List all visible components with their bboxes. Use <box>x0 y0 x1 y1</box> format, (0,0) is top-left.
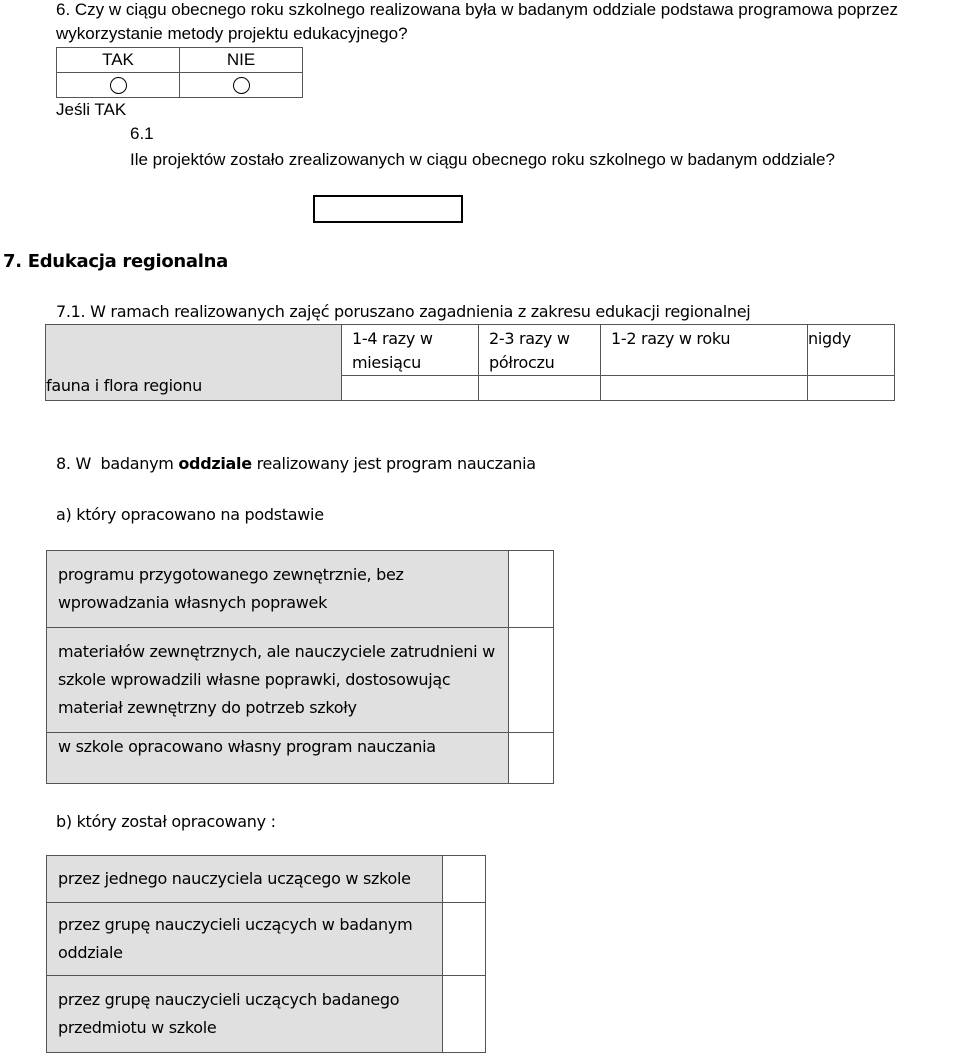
section-7-heading: 7. Edukacja regionalna <box>3 251 228 272</box>
col-header-1: 1-4 razy w miesiącu <box>342 325 479 376</box>
option-a-3: w szkole opracowano własny program nauczania <box>47 733 509 784</box>
yes-no-table <box>56 47 303 98</box>
row-label-cell <box>46 325 342 401</box>
sub-question-number: 6.1 <box>130 124 154 143</box>
question-8-text <box>56 450 536 478</box>
tak-radio[interactable] <box>110 77 127 94</box>
part-b-options <box>46 855 486 1053</box>
part-b-label: b) który został opracowany : <box>56 812 276 831</box>
tak-header: TAK <box>57 48 180 73</box>
option-a-2: materiałów zewnętrznych, ale nauczyciele zatrudnieni w szkole wprowadzili własne poprawki, dostosowując materiał zewnętrzny do potrzeb szkoły <box>47 628 509 733</box>
tak-cell <box>57 73 180 98</box>
answer-cell-2[interactable] <box>479 376 601 401</box>
option-a-3-checkbox[interactable] <box>509 733 554 784</box>
nie-radio[interactable] <box>233 77 250 94</box>
question-8-bold: oddziale <box>178 454 252 473</box>
question-7-1-text: 7.1. W ramach realizowanych zajęć poruszano zagadnienia z zakresu edukacji regionalnej <box>56 302 751 321</box>
option-a-1-checkbox[interactable] <box>509 551 554 628</box>
question-8-prefix: 8. W badanym <box>56 454 179 473</box>
sub-question-text: Ile projektów zostało zrealizowanych w ciągu obecnego roku szkolnego w badanym oddziale? <box>130 150 835 169</box>
option-b-1-checkbox[interactable] <box>443 856 486 903</box>
option-b-1: przez jednego nauczyciela uczącego w szkole <box>47 856 443 903</box>
answer-cell-3[interactable] <box>601 376 808 401</box>
col-header-3: 1-2 razy w roku <box>601 325 808 376</box>
projects-count-input[interactable] <box>313 195 463 223</box>
question-6-line-2: wykorzystanie metody projektu edukacyjnego? <box>56 24 408 43</box>
nie-header: NIE <box>180 48 303 73</box>
part-a-options <box>46 550 554 784</box>
option-b-3: przez grupę nauczycieli uczących badanego przedmiotu w szkole <box>47 976 443 1053</box>
col-header-2: 2-3 razy w półroczu <box>479 325 601 376</box>
question-6-line-1: 6. Czy w ciągu obecnego roku szkolnego realizowana była w badanym oddziale podstawa programowa poprzez <box>56 0 898 19</box>
answer-cell-4[interactable] <box>808 376 895 401</box>
nie-cell <box>180 73 303 98</box>
if-yes-label: Jeśli TAK <box>56 100 127 119</box>
option-a-2-checkbox[interactable] <box>509 628 554 733</box>
option-b-3-checkbox[interactable] <box>443 976 486 1053</box>
option-a-1: programu przygotowanego zewnętrznie, bez wprowadzania własnych poprawek <box>47 551 509 628</box>
col-header-4: nigdy <box>808 325 895 376</box>
question-8-suffix: realizowany jest program nauczania <box>251 454 536 473</box>
answer-cell-1[interactable] <box>342 376 479 401</box>
row-label: fauna i flora regionu <box>46 376 202 395</box>
frequency-table <box>45 324 895 401</box>
part-a-label: a) który opracowano na podstawie <box>56 505 324 524</box>
option-b-2: przez grupę nauczycieli uczących w badanym oddziale <box>47 903 443 976</box>
question-6-text <box>56 0 956 46</box>
option-b-2-checkbox[interactable] <box>443 903 486 976</box>
